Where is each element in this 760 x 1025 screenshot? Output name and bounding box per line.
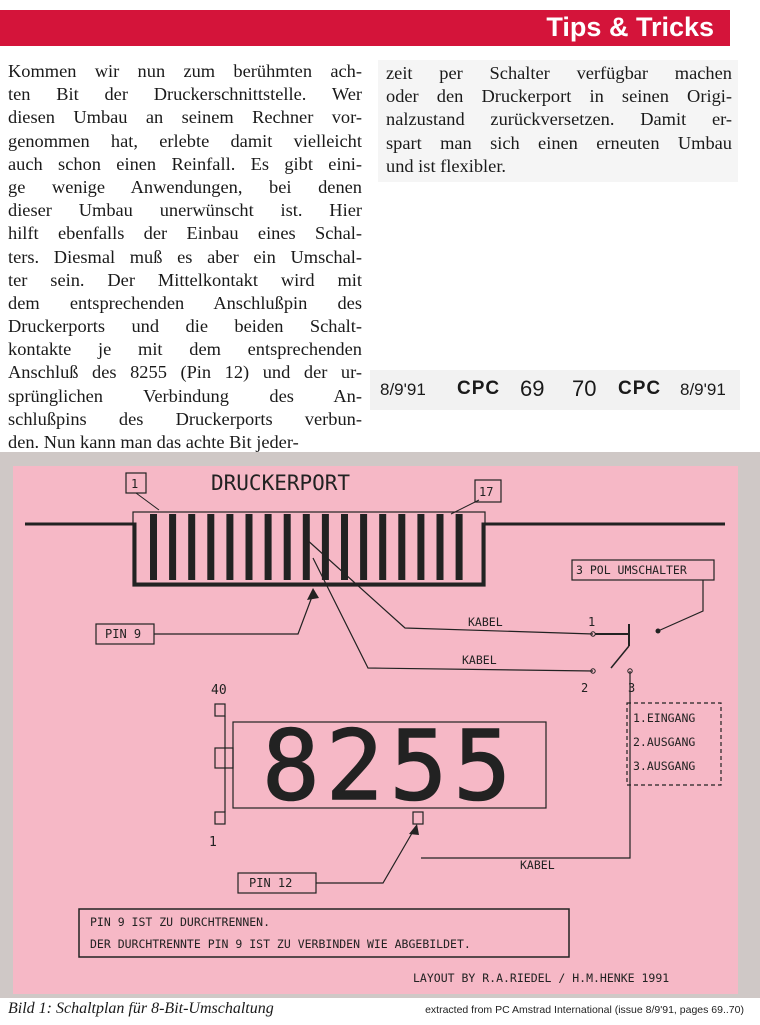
article-line: hilft ebenfalls der Einbau eines Schal- [8,223,362,244]
folio-page-left: 69 [520,376,545,401]
cable-label-2: KABEL [462,653,497,667]
schematic-svg [13,466,738,994]
folio-brand-left: CPC [457,378,501,399]
note-line-2: DER DURCHTRENNTE PIN 9 IST ZU VERBINDEN WIE ABGEBILDET. [90,937,471,951]
article-line: spart man sich einen erneuten Umbau [386,132,732,153]
article-column-right [378,60,738,182]
port-pin [226,514,233,580]
switch-contact-1-label: 1 [588,615,596,629]
article-line: dem entsprechenden Anschlußpin des [8,292,362,313]
pin-first-leader [136,493,159,510]
port-pin [437,514,444,580]
article-line: genommen hat, erlebte damit vielleicht [8,130,362,151]
folio-page-right: 70 [572,376,597,401]
article-line: diesen Umbau an seinem Rechner vor- [8,107,362,128]
article-line: Druckerports und die beiden Schalt- [8,316,362,337]
chip-pin-40 [215,704,225,716]
switch-label-leader [658,580,703,631]
port-pin [456,514,463,580]
port-pin-row [150,514,463,580]
figure-caption: Bild 1: Schaltplan für 8-Bit-Umschaltung [8,1000,274,1017]
port-pin [207,514,214,580]
article-line: ters. Diesmal muß es aber ein Umschal- [8,246,362,267]
port-pin [284,514,291,580]
legend-item-2: 2.AUSGANG [633,735,696,749]
switch-label: 3 POL UMSCHALTER [576,563,687,577]
pin9-leader [154,594,313,634]
switch-lever [611,646,629,668]
pin-first-label: 1 [131,477,139,491]
article-line: zeit per Schalter verfügbar machen [386,63,732,83]
pin12-arrow [409,824,419,835]
folio-date-left: 8/9'91 [380,380,426,399]
switch-contact-3-label: 3 [628,681,636,695]
article-line: den. Nun kann man das achte Bit jeder- [8,432,299,452]
port-pin [360,514,367,580]
folio-brand-right: CPC [618,378,662,399]
pin9-label: PIN 9 [105,627,142,641]
chip-pin-40-label: 40 [211,683,227,698]
article-line: schlußpins des Druckerports verbun- [8,408,362,429]
chip-pin-1 [215,812,225,824]
schematic-diagram [13,466,738,994]
article-line: nalzustand zurückversetzen. Damit er- [386,109,732,130]
port-pin [246,514,253,580]
chip-pin-1-label: 1 [209,835,217,850]
article-line: dieser Umbau unerwünscht ist. Hier [8,200,362,221]
pin-last-label: 17 [479,485,494,499]
layout-credit: LAYOUT BY R.A.RIEDEL / H.M.HENKE 1991 [413,971,670,985]
chip-notch [215,748,233,768]
article-line: ter sein. Der Mittelkontakt wird mit [8,269,362,290]
wire-port-switch [313,558,596,671]
cable-label-3: KABEL [520,858,555,872]
article-column-left [8,60,362,452]
cable-label-1: KABEL [468,615,503,629]
legend-item-3: 3.AUSGANG [633,759,696,773]
page-folio [370,370,740,410]
port-pin [322,514,329,580]
article-line: oder den Druckerport in seinen Origi- [386,86,732,107]
port-pin [303,514,310,580]
port-pin [150,514,157,580]
article-line: Anschluß des 8255 (Pin 12) und der ur- [8,362,362,383]
port-pin [398,514,405,580]
article-line: sprünglichen Verbindung des An- [8,385,362,406]
section-banner [0,10,730,46]
port-title: DRUCKERPORT [211,471,351,495]
legend-item-1: 1.EINGANG [633,711,696,725]
port-pin [417,514,424,580]
article-line: und ist flexibler. [386,155,507,176]
switch-label-arrow [656,629,661,634]
article-line: ge wenige Anwendungen, bei denen [8,176,362,197]
note-line-1: PIN 9 IST ZU DURCHTRENNEN. [90,915,271,929]
article-line: auch schon einen Reinfall. Es gibt eini- [8,153,362,174]
article-line: kontakte je mit dem entsprechenden [8,339,362,360]
pin12-label: PIN 12 [249,876,293,890]
section-title: Tips & Tricks [546,12,714,42]
folio-date-right: 8/9'91 [680,380,726,399]
pin12-leader [316,828,415,883]
figure-frame [0,452,760,998]
article-line: ten Bit der Druckerschnittstelle. Wer [8,84,362,105]
port-pin [169,514,176,580]
port-pin [341,514,348,580]
source-note: extracted from PC Amstrad International (issue 8/9'91, pages 69..70) [425,1004,744,1016]
port-pin [188,514,195,580]
pin9-arrow [307,588,319,600]
article-line: Kommen wir nun zum berühmten ach- [8,61,362,81]
chip-name: 8255 [262,710,518,822]
port-pin [379,514,386,580]
port-pin [265,514,272,580]
switch-contact-2-label: 2 [581,681,589,695]
